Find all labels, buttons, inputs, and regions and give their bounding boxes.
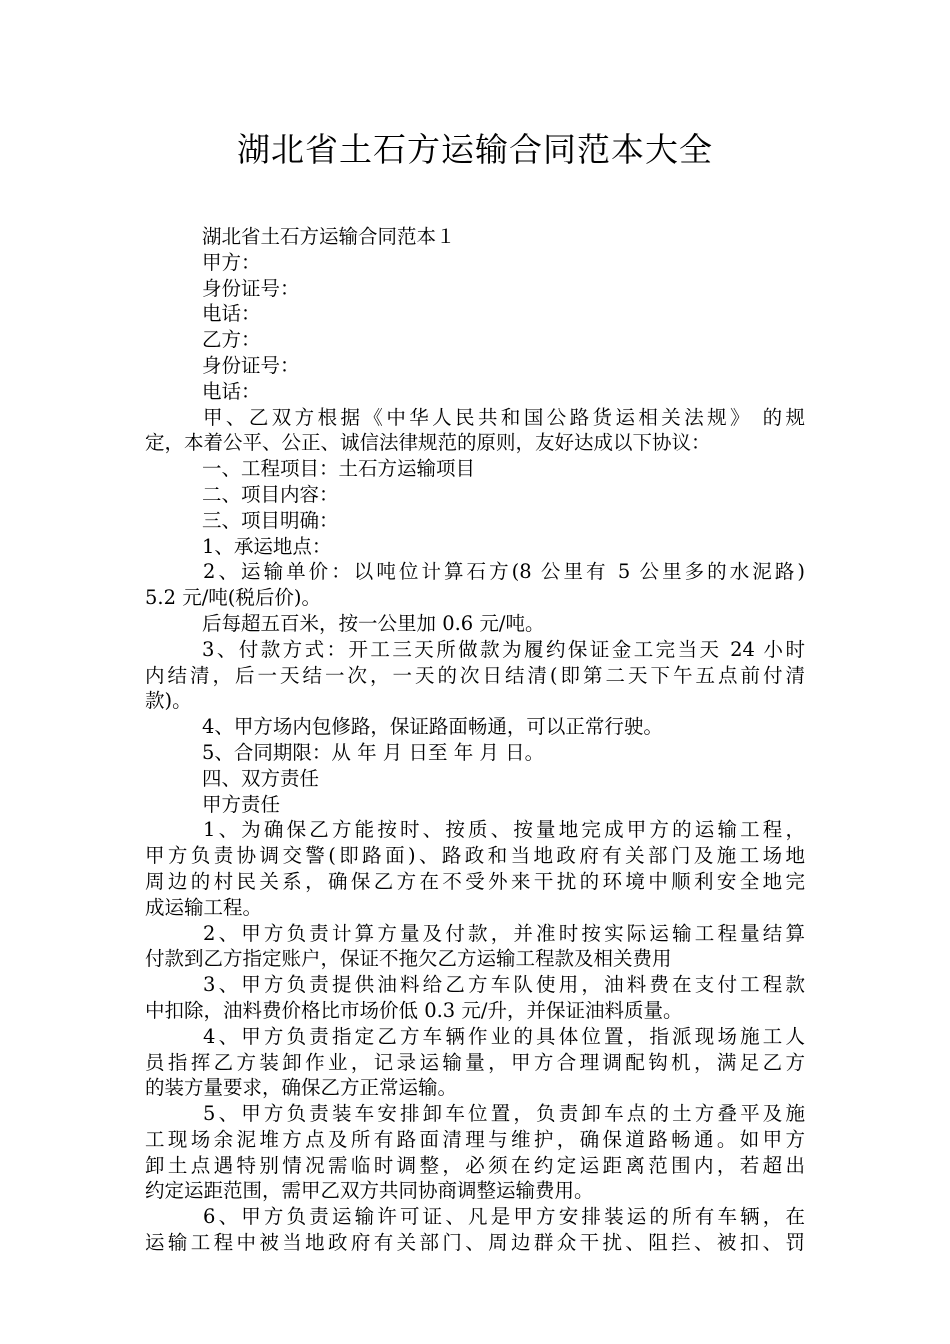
document-body [145,224,805,1256]
contract-subtitle: 湖北省土石方运输合同范本１ [202,225,456,248]
clause-line: 中扣除，油料费价格比市场价低 0.3 元/升，并保证油料质量。 [145,998,683,1022]
clause-line: 3、付款方式：开工三天所做款为履约保证金工完当天 24 小时 [202,637,805,661]
clause-line: 卸土点遇特别情况需临时调整，必须在约定运距离范围内，若超出 [145,1153,805,1177]
clause-line: 1、为确保乙方能按时、按质、按量地完成甲方的运输工程， [203,818,805,842]
clause-line: 3、甲方负责提供油料给乙方车队使用，油料费在支付工程款 [203,973,805,997]
clause-line: 6、甲方负责运输许可证、凡是甲方安排装运的所有车辆，在 [203,1205,805,1229]
clause-line: 2、运输单价：以吨位计算石方(8 公里有 5 公里多的水泥路) [203,560,805,584]
clause-line: 5、甲方负责装车安排卸车位置，负责卸车点的土方叠平及施 [203,1102,805,1126]
party-a-label: 甲方： [202,250,261,274]
clause-line: 4、甲方负责指定乙方车辆作业的具体位置，指派现场施工人 [203,1024,805,1048]
section-heading: 四、双方责任 [202,766,320,790]
party-a-id-label: 身份证号： [202,276,300,300]
clause-line: 员指挥乙方装卸作业，记录运输量，甲方合理调配钩机，满足乙方 [145,1050,805,1074]
section-heading: 三、项目明确： [202,508,339,532]
clause-line: 后每超五百米，按一公里加 0.6 元/吨。 [202,611,545,635]
party-b-id-label: 身份证号： [202,353,300,377]
preamble-line: 甲、乙双方根据《中华人民共和国公路货运相关法规》 的规 [203,405,805,429]
clause-line: 约定运距范围，需甲乙双方共同协商调整运输费用。 [145,1179,594,1203]
preamble-line: 定，本着公平、公正、诚信法律规范的原则，友好达成以下协议： [145,431,711,455]
clause-line: 5、合同期限：从 年 月 日至 年 月 日。 [202,740,545,764]
section-heading: 一、工程项目：土石方运输项目 [202,457,476,481]
party-b-label: 乙方： [202,328,261,352]
party-b-phone-label: 电话： [202,379,261,403]
clause-line: 甲方负责协调交警(即路面)、路政和当地政府有关部门及施工场地 [145,844,805,868]
clause-line: 的装方量要求，确保乙方正常运输。 [145,1076,458,1100]
clause-line: 工现场余泥堆方点及所有路面清理与维护，确保道路畅通。如甲方 [145,1127,805,1151]
clause-line: 成运输工程。 [145,895,263,919]
clause-line: 款)。 [145,689,192,713]
clause-line: 付款到乙方指定账户，保证不拖欠乙方运输工程款及相关费用 [145,947,672,971]
document-title: 湖北省土石方运输合同范本大全 [237,130,713,169]
clause-line: 2、甲方负责计算方量及付款，并准时按实际运输工程量结算 [203,921,805,945]
clause-line: 周边的村民关系，确保乙方在不受外来干扰的环境中顺利安全地完 [145,869,805,893]
party-a-phone-label: 电话： [202,302,261,326]
section-heading: 二、项目内容： [202,482,339,506]
subsection-heading: 甲方责任 [202,792,281,816]
clause-line: 1、承运地点： [202,534,332,558]
clause-line: 内结清，后一天结一次，一天的次日结清(即第二天下午五点前付清 [145,663,805,687]
clause-line: 5.2 元/吨(税后价)。 [145,586,321,610]
clause-line: 4、甲方场内包修路，保证路面畅通，可以正常行驶。 [202,715,663,739]
clause-line: 运输工程中被当地政府有关部门、周边群众干扰、阻拦、被扣、罚 [145,1231,805,1255]
